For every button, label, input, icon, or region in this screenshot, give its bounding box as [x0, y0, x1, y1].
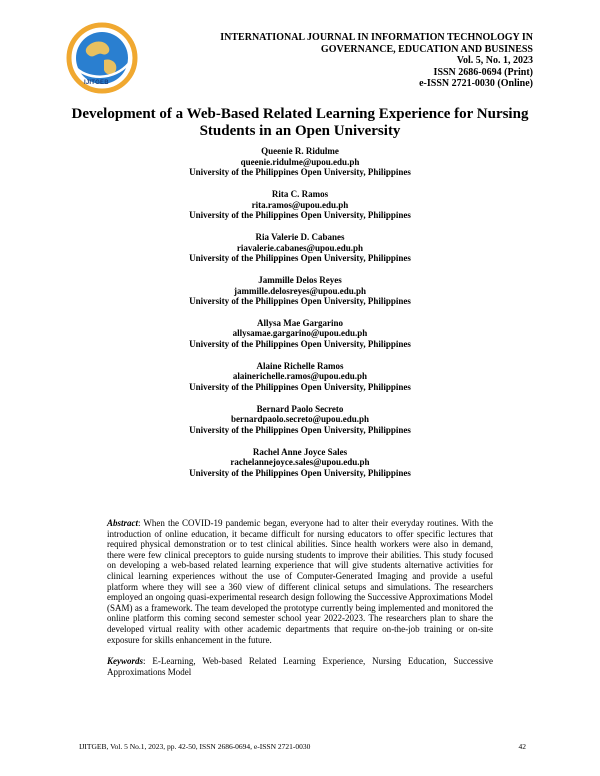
author-name: Jammille Delos Reyes	[258, 274, 342, 285]
keywords: Keywords: E-Learning, Web-based Related Learning Experience, Nursing Education, Successive Approximations Model	[107, 656, 493, 677]
author-block	[60, 318, 540, 350]
author-block	[60, 361, 540, 393]
author-block	[60, 232, 540, 264]
author-email[interactable]: bernardpaolo.secreto@upou.edu.ph	[231, 414, 369, 425]
author-name: Rachel Anne Joyce Sales	[252, 446, 348, 457]
author-affiliation: University of the Philippines Open University, Philippines	[189, 210, 411, 221]
author-email[interactable]: jammille.delosreyes@upou.edu.ph	[234, 285, 366, 296]
author-email[interactable]: alainerichelle.ramos@upou.edu.ph	[232, 371, 368, 382]
abstract: Abstract: When the COVID-19 pandemic began, everyone had to alter their everyday routines. With the introduction of online education, it became difficult for nursing educators to offer specific lectures that required physical demonstration or to test clinical abilities. Since health workers were also in demand, there were few clinical preceptors to guide nursing students to improve their abilities. This study focused on developing a web-based related learning experience that will give students alternative activities for clinical learning experiences without the use of Computer-Generated Imaging and provide a useful platform where they will see a 360 view of different clinical setups and simulations. The researchers employed an ongoing quasi-experimental research design following the Successive Approximations Model (SAM) as a framework. The team developed the prototype currently being implemented and monitored the online platform this coming second semester school year 2022-2023. The researchers plan to share the developed virtual reality with other academic departments that require on-the-job training or on-site exposure for skills enhancement in the future.	[107, 518, 494, 645]
author-email[interactable]: rachelannejoyce.sales@upou.edu.ph	[230, 457, 370, 468]
author-email[interactable]: allysamae.gargarino@upou.edu.ph	[232, 328, 368, 339]
author-name: Ria Valerie D. Cabanes	[255, 231, 345, 242]
page-number: 42	[518, 742, 526, 751]
author-email[interactable]: rita.ramos@upou.edu.ph	[251, 199, 349, 210]
author-name: Queenie R. Ridulme	[261, 146, 339, 156]
author-affiliation: University of the Philippines Open University, Philippines	[189, 467, 411, 478]
author-block	[60, 189, 540, 221]
abstract-text: When the COVID-19 pandemic began, everyone had to alter their everyday routines. With the introduction of online education, it became difficult for nursing educators to offer specific lectures that required physical demonstration or to test clinical abilities. Since health workers were also in demand, there were few clinical preceptors to guide nursing students to improve their abilities. This study focused on developing a web-based related learning experience that will give students alternative activities for clinical learning experiences without the use of Computer-Generated Imaging and provide a useful platform where they will see a 360 view of different clinical setups and simulations. The researchers employed an ongoing quasi-experimental research design following the Successive Approximations Model (SAM) as a framework. The team developed the prototype currently being implemented and monitored the online platform this coming second semester school year 2022-2023. The researchers plan to share the developed virtual reality with other academic departments that require on-the-job training or on-site exposure for skills enhancement in the future.	[107, 518, 494, 645]
author-list	[60, 146, 540, 490]
author-email[interactable]: queenie.ridulme@upou.edu.ph	[240, 156, 360, 167]
author-affiliation: University of the Philippines Open University, Philippines	[189, 296, 411, 307]
author-email[interactable]: riavalerie.cabanes@upou.edu.ph	[236, 242, 364, 253]
keywords-label: Keywords	[107, 656, 143, 666]
author-block	[60, 447, 540, 479]
keywords-text: E-Learning, Web-based Related Learning Experience, Nursing Education, Successive Approximations Model	[107, 656, 493, 677]
author-affiliation: University of the Philippines Open University, Philippines	[189, 167, 411, 178]
abstract-label: Abstract	[107, 518, 139, 528]
journal-name-line1: INTERNATIONAL JOURNAL IN INFORMATION TECHNOLOGY IN	[220, 32, 533, 43]
journal-name-line2: GOVERNANCE, EDUCATION AND BUSINESS	[320, 43, 533, 55]
journal-issn-print: ISSN 2686-0694 (Print)	[433, 66, 533, 78]
author-name: Rita C. Ramos	[271, 188, 329, 199]
footer-citation: IJITGEB, Vol. 5 No.1, 2023, pp. 42-50, ISSN 2686-0694, e-ISSN 2721-0030	[79, 742, 311, 751]
author-affiliation: University of the Philippines Open University, Philippines	[189, 253, 411, 264]
author-block	[60, 404, 540, 436]
journal-volume: Vol. 5, No. 1, 2023	[456, 55, 533, 67]
author-name: Alaine Richelle Ramos	[256, 360, 344, 371]
logo-caption: IJITGEB	[84, 80, 109, 86]
author-name: Allysa Mae Gargarino	[257, 317, 343, 328]
author-name: Bernard Paolo Secreto	[256, 403, 344, 414]
author-block	[60, 275, 540, 307]
author-affiliation: University of the Philippines Open University, Philippines	[189, 382, 411, 393]
journal-header	[193, 32, 533, 90]
author-affiliation: University of the Philippines Open University, Philippines	[189, 425, 411, 435]
author-block	[60, 146, 540, 178]
paper-title: Development of a Web-Based Related Learning Experience for Nursing Students in an Open University	[71, 106, 529, 139]
journal-issn-online: e-ISSN 2721-0030 (Online)	[419, 78, 533, 90]
author-affiliation: University of the Philippines Open University, Philippines	[189, 339, 411, 350]
